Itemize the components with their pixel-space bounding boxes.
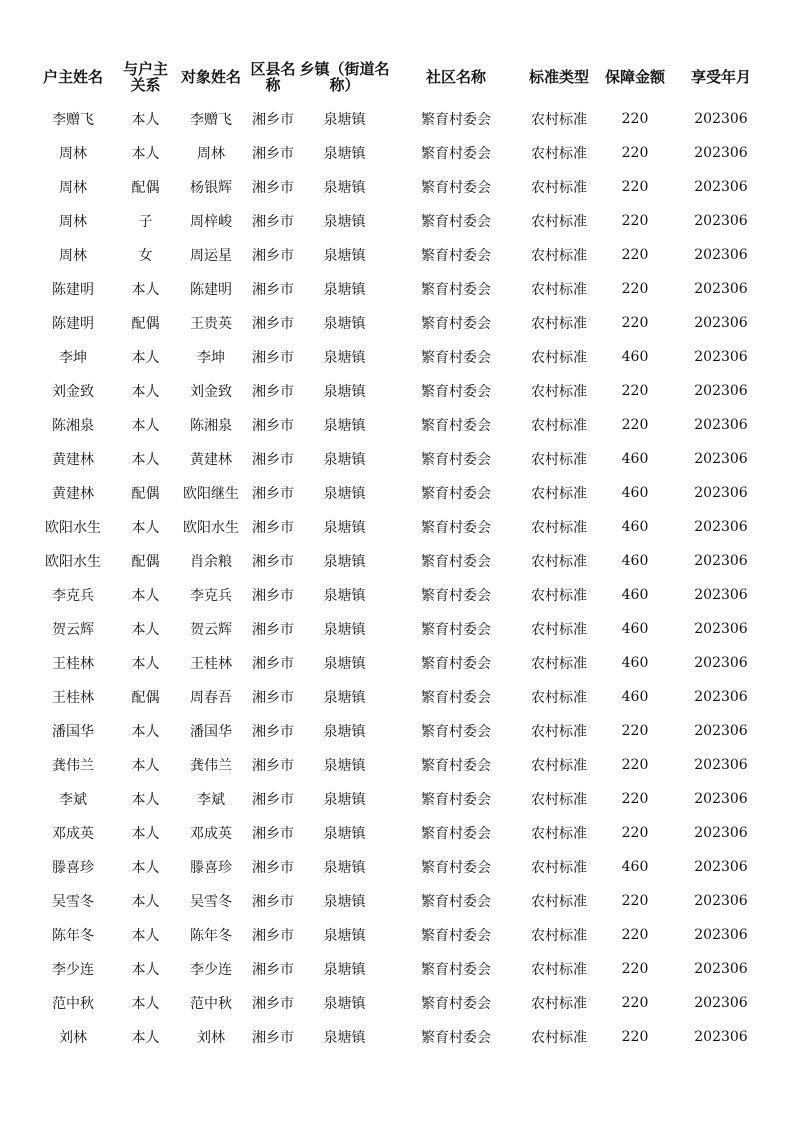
community-cell: 繁育村委会 bbox=[421, 486, 491, 502]
standard-cell: 农村标准 bbox=[531, 928, 587, 944]
recipient-cell: 刘金致 bbox=[190, 384, 232, 400]
relation-cell: 配偶 bbox=[131, 690, 160, 706]
relation-cell: 本人 bbox=[131, 418, 160, 434]
recipient-cell: 肖余粮 bbox=[190, 554, 232, 570]
amount-cell: 460 bbox=[621, 689, 649, 705]
town-cell: 泉塘镇 bbox=[323, 214, 366, 230]
standard-cell: 农村标准 bbox=[531, 418, 587, 434]
community-cell: 繁育村委会 bbox=[421, 1030, 491, 1046]
householder-cell: 刘金致 bbox=[52, 384, 94, 400]
table-row bbox=[29, 646, 769, 680]
col-header-period: 享受年月 bbox=[690, 68, 751, 86]
amount-cell: 460 bbox=[621, 519, 649, 535]
town-cell: 泉塘镇 bbox=[323, 554, 366, 570]
period-cell: 202306 bbox=[694, 621, 748, 637]
col-header-community: 社区名称 bbox=[425, 68, 486, 86]
recipient-cell: 黄建林 bbox=[190, 452, 232, 468]
community-cell: 繁育村委会 bbox=[421, 418, 491, 434]
standard-cell: 农村标准 bbox=[531, 214, 587, 230]
amount-cell: 220 bbox=[621, 961, 649, 977]
community-cell: 繁育村委会 bbox=[421, 792, 491, 808]
table-row bbox=[29, 374, 769, 408]
county-cell: 湘乡市 bbox=[252, 656, 294, 672]
householder-cell: 黄建林 bbox=[52, 486, 94, 502]
recipient-cell: 周春吾 bbox=[190, 690, 232, 706]
table-row bbox=[29, 816, 769, 850]
recipient-cell: 李赠飞 bbox=[190, 112, 232, 128]
town-cell: 泉塘镇 bbox=[323, 418, 366, 434]
assistance-table bbox=[29, 52, 769, 1054]
table-row bbox=[29, 612, 769, 646]
county-cell: 湘乡市 bbox=[252, 384, 294, 400]
recipient-cell: 周梓峻 bbox=[190, 214, 232, 230]
amount-cell: 460 bbox=[621, 553, 649, 569]
amount-cell: 460 bbox=[621, 587, 649, 603]
standard-cell: 农村标准 bbox=[531, 588, 587, 604]
recipient-cell: 欧阳水生 bbox=[183, 520, 239, 536]
householder-cell: 王桂林 bbox=[52, 690, 94, 706]
county-cell: 湘乡市 bbox=[252, 554, 294, 570]
householder-cell: 李斌 bbox=[59, 792, 87, 808]
community-cell: 繁育村委会 bbox=[421, 928, 491, 944]
period-cell: 202306 bbox=[694, 723, 748, 739]
community-cell: 繁育村委会 bbox=[421, 180, 491, 196]
table-row bbox=[29, 102, 769, 136]
table-row bbox=[29, 170, 769, 204]
standard-cell: 农村标准 bbox=[531, 622, 587, 638]
town-cell: 泉塘镇 bbox=[323, 316, 366, 332]
community-cell: 繁育村委会 bbox=[421, 350, 491, 366]
householder-cell: 刘林 bbox=[59, 1030, 87, 1046]
amount-cell: 220 bbox=[621, 893, 649, 909]
relation-cell: 本人 bbox=[131, 962, 160, 978]
amount-cell: 460 bbox=[621, 621, 649, 637]
relation-cell: 本人 bbox=[131, 282, 160, 298]
householder-cell: 邓成英 bbox=[52, 826, 94, 842]
community-cell: 繁育村委会 bbox=[421, 554, 491, 570]
householder-cell: 李少连 bbox=[52, 962, 94, 978]
period-cell: 202306 bbox=[694, 519, 748, 535]
table-row bbox=[29, 306, 769, 340]
relation-cell: 配偶 bbox=[131, 554, 160, 570]
table-row bbox=[29, 204, 769, 238]
amount-cell: 220 bbox=[621, 757, 649, 773]
period-cell: 202306 bbox=[694, 587, 748, 603]
table-body bbox=[29, 102, 769, 1054]
amount-cell: 220 bbox=[621, 213, 649, 229]
town-cell: 泉塘镇 bbox=[323, 248, 366, 264]
community-cell: 繁育村委会 bbox=[421, 656, 491, 672]
amount-cell: 220 bbox=[621, 247, 649, 263]
table-row bbox=[29, 544, 769, 578]
table-row bbox=[29, 986, 769, 1020]
table-row bbox=[29, 340, 769, 374]
county-cell: 湘乡市 bbox=[252, 894, 294, 910]
county-cell: 湘乡市 bbox=[252, 282, 294, 298]
table-row bbox=[29, 1020, 769, 1054]
standard-cell: 农村标准 bbox=[531, 486, 587, 502]
standard-cell: 农村标准 bbox=[531, 758, 587, 774]
relation-cell: 本人 bbox=[131, 452, 160, 468]
recipient-cell: 陈年冬 bbox=[190, 928, 232, 944]
period-cell: 202306 bbox=[694, 451, 748, 467]
householder-cell: 陈建明 bbox=[52, 282, 94, 298]
table-row bbox=[29, 510, 769, 544]
col-header-amount: 保障金额 bbox=[604, 68, 665, 86]
householder-cell: 陈建明 bbox=[52, 316, 94, 332]
table-row bbox=[29, 442, 769, 476]
householder-cell: 陈湘泉 bbox=[52, 418, 94, 434]
county-cell: 湘乡市 bbox=[252, 316, 294, 332]
standard-cell: 农村标准 bbox=[531, 792, 587, 808]
period-cell: 202306 bbox=[694, 1029, 748, 1045]
period-cell: 202306 bbox=[694, 349, 748, 365]
col-header-householder: 户主姓名 bbox=[42, 68, 103, 86]
county-cell: 湘乡市 bbox=[252, 486, 294, 502]
amount-cell: 220 bbox=[621, 995, 649, 1011]
town-cell: 泉塘镇 bbox=[323, 384, 366, 400]
town-cell: 泉塘镇 bbox=[323, 656, 366, 672]
householder-cell: 贺云辉 bbox=[52, 622, 94, 638]
town-cell: 泉塘镇 bbox=[323, 996, 366, 1012]
relation-cell: 本人 bbox=[131, 350, 160, 366]
table-row bbox=[29, 238, 769, 272]
recipient-cell: 王桂林 bbox=[190, 656, 232, 672]
community-cell: 繁育村委会 bbox=[421, 384, 491, 400]
community-cell: 繁育村委会 bbox=[421, 894, 491, 910]
relation-cell: 本人 bbox=[131, 588, 160, 604]
community-cell: 繁育村委会 bbox=[421, 146, 491, 162]
householder-cell: 龚伟兰 bbox=[52, 758, 94, 774]
amount-cell: 220 bbox=[621, 145, 649, 161]
town-cell: 泉塘镇 bbox=[323, 350, 366, 366]
householder-cell: 范中秋 bbox=[52, 996, 94, 1012]
town-cell: 泉塘镇 bbox=[323, 690, 366, 706]
relation-cell: 本人 bbox=[131, 656, 160, 672]
recipient-cell: 李少连 bbox=[190, 962, 232, 978]
recipient-cell: 范中秋 bbox=[190, 996, 232, 1012]
relation-cell: 本人 bbox=[131, 384, 160, 400]
recipient-cell: 贺云辉 bbox=[190, 622, 232, 638]
period-cell: 202306 bbox=[694, 281, 748, 297]
town-cell: 泉塘镇 bbox=[323, 486, 366, 502]
relation-cell: 女 bbox=[138, 248, 153, 264]
county-cell: 湘乡市 bbox=[252, 1030, 294, 1046]
community-cell: 繁育村委会 bbox=[421, 758, 491, 774]
householder-cell: 吴雪冬 bbox=[52, 894, 94, 910]
community-cell: 繁育村委会 bbox=[421, 214, 491, 230]
householder-cell: 欧阳水生 bbox=[45, 554, 101, 570]
standard-cell: 农村标准 bbox=[531, 656, 587, 672]
standard-cell: 农村标准 bbox=[531, 894, 587, 910]
period-cell: 202306 bbox=[694, 145, 748, 161]
table-row bbox=[29, 476, 769, 510]
householder-cell: 周林 bbox=[59, 180, 87, 196]
town-cell: 泉塘镇 bbox=[323, 894, 366, 910]
amount-cell: 460 bbox=[621, 451, 649, 467]
standard-cell: 农村标准 bbox=[531, 452, 587, 468]
standard-cell: 农村标准 bbox=[531, 690, 587, 706]
period-cell: 202306 bbox=[694, 757, 748, 773]
col-header-recipient: 对象姓名 bbox=[180, 68, 241, 86]
community-cell: 繁育村委会 bbox=[421, 282, 491, 298]
county-cell: 湘乡市 bbox=[252, 214, 294, 230]
period-cell: 202306 bbox=[694, 315, 748, 331]
community-cell: 繁育村委会 bbox=[421, 690, 491, 706]
community-cell: 繁育村委会 bbox=[421, 724, 491, 740]
amount-cell: 220 bbox=[621, 281, 649, 297]
community-cell: 繁育村委会 bbox=[421, 860, 491, 876]
county-cell: 湘乡市 bbox=[252, 180, 294, 196]
period-cell: 202306 bbox=[694, 655, 748, 671]
householder-cell: 李克兵 bbox=[52, 588, 94, 604]
period-cell: 202306 bbox=[694, 485, 748, 501]
standard-cell: 农村标准 bbox=[531, 1030, 587, 1046]
community-cell: 繁育村委会 bbox=[421, 316, 491, 332]
relation-cell: 本人 bbox=[131, 724, 160, 740]
community-cell: 繁育村委会 bbox=[421, 248, 491, 264]
county-cell: 湘乡市 bbox=[252, 928, 294, 944]
period-cell: 202306 bbox=[694, 995, 748, 1011]
relation-cell: 配偶 bbox=[131, 486, 160, 502]
table-row bbox=[29, 884, 769, 918]
standard-cell: 农村标准 bbox=[531, 180, 587, 196]
amount-cell: 220 bbox=[621, 723, 649, 739]
standard-cell: 农村标准 bbox=[531, 350, 587, 366]
town-cell: 泉塘镇 bbox=[323, 622, 366, 638]
county-cell: 湘乡市 bbox=[252, 792, 294, 808]
county-cell: 湘乡市 bbox=[252, 350, 294, 366]
relation-cell: 本人 bbox=[131, 1030, 160, 1046]
col-header-town: 乡镇（街道名称） bbox=[299, 60, 390, 94]
standard-cell: 农村标准 bbox=[531, 554, 587, 570]
county-cell: 湘乡市 bbox=[252, 112, 294, 128]
standard-cell: 农村标准 bbox=[531, 520, 587, 536]
standard-cell: 农村标准 bbox=[531, 384, 587, 400]
recipient-cell: 李克兵 bbox=[190, 588, 232, 604]
period-cell: 202306 bbox=[694, 213, 748, 229]
period-cell: 202306 bbox=[694, 859, 748, 875]
standard-cell: 农村标准 bbox=[531, 282, 587, 298]
town-cell: 泉塘镇 bbox=[323, 928, 366, 944]
householder-cell: 王桂林 bbox=[52, 656, 94, 672]
relation-cell: 本人 bbox=[131, 520, 160, 536]
county-cell: 湘乡市 bbox=[252, 860, 294, 876]
period-cell: 202306 bbox=[694, 893, 748, 909]
table-row bbox=[29, 272, 769, 306]
amount-cell: 220 bbox=[621, 927, 649, 943]
table-row bbox=[29, 850, 769, 884]
town-cell: 泉塘镇 bbox=[323, 758, 366, 774]
county-cell: 湘乡市 bbox=[252, 622, 294, 638]
town-cell: 泉塘镇 bbox=[323, 112, 366, 128]
table-row bbox=[29, 782, 769, 816]
community-cell: 繁育村委会 bbox=[421, 452, 491, 468]
householder-cell: 李赠飞 bbox=[52, 112, 94, 128]
standard-cell: 农村标准 bbox=[531, 146, 587, 162]
amount-cell: 460 bbox=[621, 349, 649, 365]
county-cell: 湘乡市 bbox=[252, 724, 294, 740]
county-cell: 湘乡市 bbox=[252, 690, 294, 706]
recipient-cell: 刘林 bbox=[197, 1030, 225, 1046]
amount-cell: 220 bbox=[621, 383, 649, 399]
period-cell: 202306 bbox=[694, 247, 748, 263]
relation-cell: 子 bbox=[138, 214, 153, 230]
county-cell: 湘乡市 bbox=[252, 826, 294, 842]
relation-cell: 本人 bbox=[131, 112, 160, 128]
town-cell: 泉塘镇 bbox=[323, 792, 366, 808]
town-cell: 泉塘镇 bbox=[323, 452, 366, 468]
recipient-cell: 李斌 bbox=[197, 792, 225, 808]
relation-cell: 本人 bbox=[131, 996, 160, 1012]
col-header-standard: 标准类型 bbox=[528, 68, 589, 86]
county-cell: 湘乡市 bbox=[252, 452, 294, 468]
standard-cell: 农村标准 bbox=[531, 996, 587, 1012]
standard-cell: 农村标准 bbox=[531, 826, 587, 842]
community-cell: 繁育村委会 bbox=[421, 520, 491, 536]
table-row bbox=[29, 680, 769, 714]
householder-cell: 周林 bbox=[59, 214, 87, 230]
recipient-cell: 邓成英 bbox=[190, 826, 232, 842]
amount-cell: 220 bbox=[621, 1029, 649, 1045]
community-cell: 繁育村委会 bbox=[421, 588, 491, 604]
recipient-cell: 潘国华 bbox=[190, 724, 232, 740]
amount-cell: 460 bbox=[621, 485, 649, 501]
amount-cell: 220 bbox=[621, 315, 649, 331]
community-cell: 繁育村委会 bbox=[421, 962, 491, 978]
relation-cell: 本人 bbox=[131, 928, 160, 944]
community-cell: 繁育村委会 bbox=[421, 826, 491, 842]
period-cell: 202306 bbox=[694, 553, 748, 569]
period-cell: 202306 bbox=[694, 383, 748, 399]
period-cell: 202306 bbox=[694, 417, 748, 433]
relation-cell: 本人 bbox=[131, 758, 160, 774]
amount-cell: 220 bbox=[621, 825, 649, 841]
period-cell: 202306 bbox=[694, 111, 748, 127]
period-cell: 202306 bbox=[694, 791, 748, 807]
county-cell: 湘乡市 bbox=[252, 758, 294, 774]
town-cell: 泉塘镇 bbox=[323, 826, 366, 842]
householder-cell: 李坤 bbox=[59, 350, 87, 366]
relation-cell: 本人 bbox=[131, 860, 160, 876]
relation-cell: 配偶 bbox=[131, 180, 160, 196]
county-cell: 湘乡市 bbox=[252, 996, 294, 1012]
relation-cell: 本人 bbox=[131, 894, 160, 910]
householder-cell: 陈年冬 bbox=[52, 928, 94, 944]
recipient-cell: 滕喜珍 bbox=[190, 860, 232, 876]
amount-cell: 460 bbox=[621, 859, 649, 875]
householder-cell: 欧阳水生 bbox=[45, 520, 101, 536]
relation-cell: 本人 bbox=[131, 622, 160, 638]
county-cell: 湘乡市 bbox=[252, 588, 294, 604]
amount-cell: 220 bbox=[621, 417, 649, 433]
table-row bbox=[29, 136, 769, 170]
relation-cell: 本人 bbox=[131, 826, 160, 842]
period-cell: 202306 bbox=[694, 825, 748, 841]
table-header-row bbox=[29, 52, 769, 102]
table-row bbox=[29, 714, 769, 748]
householder-cell: 滕喜珍 bbox=[52, 860, 94, 876]
town-cell: 泉塘镇 bbox=[323, 520, 366, 536]
recipient-cell: 陈建明 bbox=[190, 282, 232, 298]
town-cell: 泉塘镇 bbox=[323, 860, 366, 876]
col-header-county: 区县名称 bbox=[250, 60, 296, 94]
recipient-cell: 李坤 bbox=[197, 350, 225, 366]
standard-cell: 农村标准 bbox=[531, 860, 587, 876]
amount-cell: 220 bbox=[621, 179, 649, 195]
town-cell: 泉塘镇 bbox=[323, 282, 366, 298]
period-cell: 202306 bbox=[694, 927, 748, 943]
col-header-relation: 与户主关系 bbox=[122, 60, 168, 94]
town-cell: 泉塘镇 bbox=[323, 724, 366, 740]
table-row bbox=[29, 578, 769, 612]
county-cell: 湘乡市 bbox=[252, 418, 294, 434]
county-cell: 湘乡市 bbox=[252, 248, 294, 264]
recipient-cell: 陈湘泉 bbox=[190, 418, 232, 434]
community-cell: 繁育村委会 bbox=[421, 622, 491, 638]
householder-cell: 潘国华 bbox=[52, 724, 94, 740]
standard-cell: 农村标准 bbox=[531, 724, 587, 740]
householder-cell: 周林 bbox=[59, 146, 87, 162]
recipient-cell: 王贵英 bbox=[190, 316, 232, 332]
town-cell: 泉塘镇 bbox=[323, 180, 366, 196]
relation-cell: 本人 bbox=[131, 146, 160, 162]
amount-cell: 220 bbox=[621, 111, 649, 127]
amount-cell: 460 bbox=[621, 655, 649, 671]
standard-cell: 农村标准 bbox=[531, 316, 587, 332]
recipient-cell: 周林 bbox=[197, 146, 225, 162]
county-cell: 湘乡市 bbox=[252, 962, 294, 978]
community-cell: 繁育村委会 bbox=[421, 996, 491, 1012]
recipient-cell: 杨银辉 bbox=[190, 180, 232, 196]
town-cell: 泉塘镇 bbox=[323, 962, 366, 978]
relation-cell: 本人 bbox=[131, 792, 160, 808]
recipient-cell: 欧阳继生 bbox=[183, 486, 239, 502]
recipient-cell: 周运星 bbox=[190, 248, 232, 264]
table-row bbox=[29, 748, 769, 782]
town-cell: 泉塘镇 bbox=[323, 588, 366, 604]
county-cell: 湘乡市 bbox=[252, 146, 294, 162]
standard-cell: 农村标准 bbox=[531, 962, 587, 978]
table-row bbox=[29, 408, 769, 442]
table-row bbox=[29, 952, 769, 986]
period-cell: 202306 bbox=[694, 179, 748, 195]
recipient-cell: 吴雪冬 bbox=[190, 894, 232, 910]
town-cell: 泉塘镇 bbox=[323, 146, 366, 162]
amount-cell: 220 bbox=[621, 791, 649, 807]
table-row bbox=[29, 918, 769, 952]
householder-cell: 黄建林 bbox=[52, 452, 94, 468]
standard-cell: 农村标准 bbox=[531, 248, 587, 264]
town-cell: 泉塘镇 bbox=[323, 1030, 366, 1046]
householder-cell: 周林 bbox=[59, 248, 87, 264]
community-cell: 繁育村委会 bbox=[421, 112, 491, 128]
standard-cell: 农村标准 bbox=[531, 112, 587, 128]
period-cell: 202306 bbox=[694, 961, 748, 977]
relation-cell: 配偶 bbox=[131, 316, 160, 332]
county-cell: 湘乡市 bbox=[252, 520, 294, 536]
recipient-cell: 龚伟兰 bbox=[190, 758, 232, 774]
period-cell: 202306 bbox=[694, 689, 748, 705]
